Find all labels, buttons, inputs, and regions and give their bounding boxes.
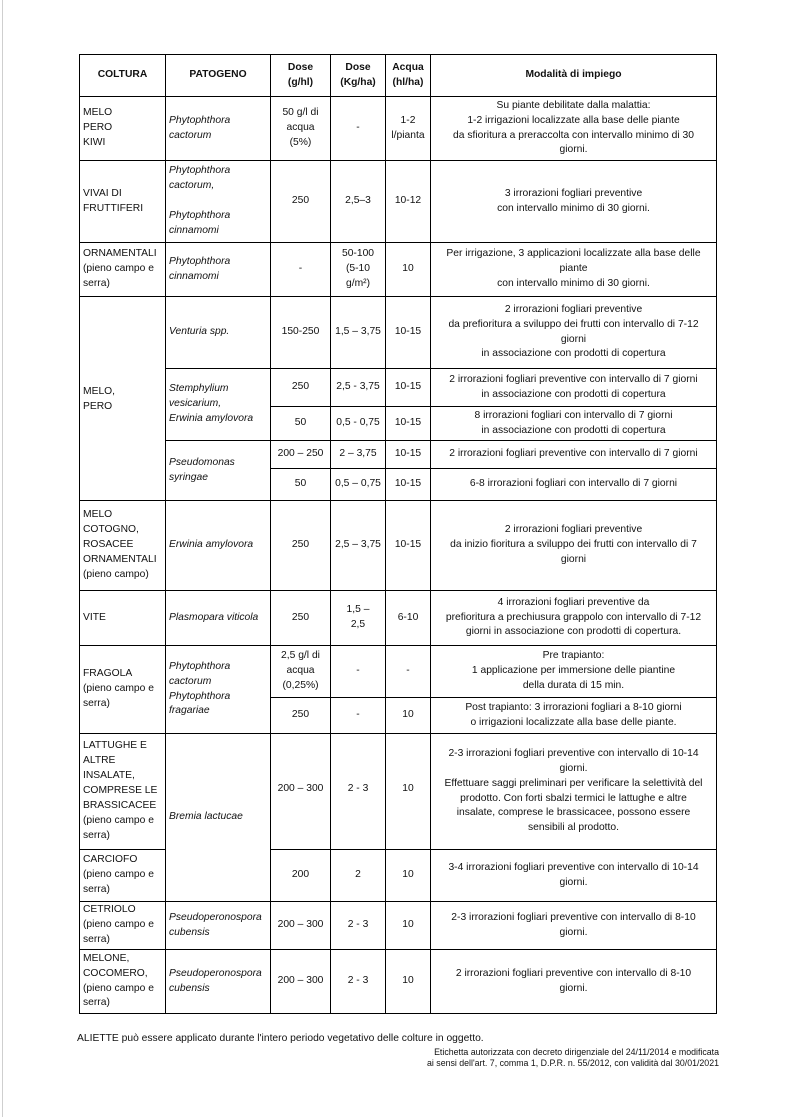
dose-ghl-cell: 50 (271, 469, 331, 501)
modalita-cell: 6-8 irrorazioni fogliari con intervallo di 7 giorni (431, 469, 717, 501)
header-dose-kgha: Dose (Kg/ha) (331, 55, 386, 97)
header-acqua: Acqua (hl/ha) (386, 55, 431, 97)
dose-ghl-cell: 50 (271, 407, 331, 441)
dose-ghl-cell: 250 (271, 591, 331, 646)
modalita-cell: 2 irrorazioni fogliari preventive con intervallo di 7 giorni (431, 441, 717, 469)
dose-kgha-cell: 2,5 – 3,75 (331, 501, 386, 591)
coltura-cell: VITE (80, 591, 166, 646)
patogeno-cell: Phytophthora cactorum, Phytophthora cinnamomi (166, 161, 271, 243)
dose-kgha-cell: 1,5 – 2,5 (331, 591, 386, 646)
dose-ghl-cell: 250 (271, 698, 331, 734)
patogeno-cell: Plasmopara viticola (166, 591, 271, 646)
dose-ghl-cell: 250 (271, 369, 331, 407)
acqua-cell: 10-15 (386, 501, 431, 591)
header-dose-ghl: Dose (g/hl) (271, 55, 331, 97)
modalita-cell: 2-3 irrorazioni fogliari preventive con intervallo di 8-10 giorni. (431, 902, 717, 950)
dose-ghl-cell: 200 – 300 (271, 734, 331, 850)
page-edge-line (2, 0, 3, 1117)
acqua-cell: 10-15 (386, 441, 431, 469)
dose-ghl-cell: 2,5 g/l di acqua (0,25%) (271, 646, 331, 698)
coltura-cell: ORNAMENTALI (pieno campo e serra) (80, 243, 166, 297)
table-row (80, 646, 717, 698)
dose-ghl-cell: 50 g/l di acqua (5%) (271, 97, 331, 161)
acqua-cell: 10 (386, 698, 431, 734)
dose-ghl-cell: 250 (271, 161, 331, 243)
table-row (80, 297, 717, 369)
acqua-cell: 1-2 l/pianta (386, 97, 431, 161)
acqua-cell: 10-15 (386, 469, 431, 501)
dosage-table (79, 54, 717, 1014)
modalita-cell: 3 irrorazioni fogliari preventive con intervallo minimo di 30 giorni. (431, 161, 717, 243)
header-modalita: Modalità di impiego (431, 55, 717, 97)
modalita-cell: 4 irrorazioni fogliari preventive da prefioritura a prechiusura grappolo con intervallo di 7-12 giorni in associazione con prodotti di copertura. (431, 591, 717, 646)
table-row (80, 243, 717, 297)
dose-kgha-cell: - (331, 698, 386, 734)
acqua-cell: 10 (386, 850, 431, 902)
coltura-cell: MELONE, COCOMERO, (pieno campo e serra) (80, 950, 166, 1014)
modalita-cell: 2 irrorazioni fogliari preventive da prefioritura a sviluppo dei frutti con intervallo di 7-12 giorni in associazione con prodotti di copertura (431, 297, 717, 369)
patogeno-cell: Stemphylium vesicarium, Erwinia amylovora (166, 369, 271, 441)
dose-ghl-cell: - (271, 243, 331, 297)
coltura-cell: CETRIOLO (pieno campo e serra) (80, 902, 166, 950)
dose-kgha-cell: 2 – 3,75 (331, 441, 386, 469)
coltura-cell: MELO PERO KIWI (80, 97, 166, 161)
table-row (80, 161, 717, 243)
patogeno-cell: Phytophthora cactorum Phytophthora fragariae (166, 646, 271, 734)
dose-ghl-cell: 250 (271, 501, 331, 591)
acqua-cell: 6-10 (386, 591, 431, 646)
patogeno-cell: Bremia lactucae (166, 734, 271, 902)
acqua-cell: 10 (386, 902, 431, 950)
dose-kgha-cell: 0,5 - 0,75 (331, 407, 386, 441)
coltura-cell: CARCIOFO (pieno campo e serra) (80, 850, 166, 902)
modalita-cell: 2 irrorazioni fogliari preventive da inizio fioritura a sviluppo dei frutti con intervallo di 7 giorni (431, 501, 717, 591)
table-row (80, 369, 717, 407)
acqua-cell: 10 (386, 950, 431, 1014)
dose-ghl-cell: 200 – 300 (271, 950, 331, 1014)
table-row (80, 97, 717, 161)
dose-kgha-cell: - (331, 97, 386, 161)
dose-kgha-cell: 2 - 3 (331, 950, 386, 1014)
patogeno-cell: Erwinia amylovora (166, 501, 271, 591)
modalita-cell: Post trapianto: 3 irrorazioni fogliari a 8-10 giorni o irrigazioni localizzate alla base delle piante. (431, 698, 717, 734)
dose-kgha-cell: 0,5 – 0,75 (331, 469, 386, 501)
dose-ghl-cell: 200 – 250 (271, 441, 331, 469)
coltura-cell: VIVAI DI FRUTTIFERI (80, 161, 166, 243)
modalita-cell: 8 irrorazioni fogliari con intervallo di 7 giorni in associazione con prodotti di copertura (431, 407, 717, 441)
modalita-cell: 2 irrorazioni fogliari preventive con intervallo di 7 giorni in associazione con prodotti di copertura (431, 369, 717, 407)
acqua-cell: 10-12 (386, 161, 431, 243)
patogeno-cell: Phytophthora cinnamomi (166, 243, 271, 297)
table-row (80, 902, 717, 950)
modalita-cell: Su piante debilitate dalla malattia: 1-2 irrigazioni localizzate alla base delle piante da sfioritura a preraccolta con intervallo minimo di 30 giorni. (431, 97, 717, 161)
acqua-cell: - (386, 646, 431, 698)
coltura-cell: MELO, PERO (80, 297, 166, 501)
header-patogeno: PATOGENO (166, 55, 271, 97)
modalita-cell: 3-4 irrorazioni fogliari preventive con intervallo di 10-14 giorni. (431, 850, 717, 902)
patogeno-cell: Pseudoperonospora cubensis (166, 902, 271, 950)
dose-kgha-cell: 50-100 (5-10 g/m²) (331, 243, 386, 297)
dose-kgha-cell: - (331, 646, 386, 698)
table-row (80, 591, 717, 646)
table-row (80, 441, 717, 469)
acqua-cell: 10-15 (386, 369, 431, 407)
dose-kgha-cell: 2 (331, 850, 386, 902)
modalita-cell: Per irrigazione, 3 applicazioni localizzate alla base delle piante con intervallo minimo di 30 giorni. (431, 243, 717, 297)
modalita-cell: 2-3 irrorazioni fogliari preventive con intervallo di 10-14 giorni. Effettuare saggi preliminari per verificare la selettività del prodotto. Con forti sbalzi termici le lattughe e altre insalate, comprese le brassicacee, possono essere sensibili al prodotto. (431, 734, 717, 850)
acqua-cell: 10 (386, 734, 431, 850)
dose-ghl-cell: 150-250 (271, 297, 331, 369)
dose-ghl-cell: 200 – 300 (271, 902, 331, 950)
table-row (80, 950, 717, 1014)
approval-line: Etichetta autorizzata con decreto dirigenziale del 24/11/2014 e modificata (434, 1047, 719, 1057)
dose-kgha-cell: 2 - 3 (331, 902, 386, 950)
acqua-cell: 10 (386, 243, 431, 297)
header-coltura: COLTURA (80, 55, 166, 97)
modalita-cell: 2 irrorazioni fogliari preventive con intervallo di 8-10 giorni. (431, 950, 717, 1014)
approval-line: ai sensi dell'art. 7, comma 1, D.P.R. n. 55/2012, con validità dal 30/01/2021 (427, 1058, 719, 1069)
acqua-cell: 10-15 (386, 297, 431, 369)
approval-note (427, 1047, 719, 1070)
coltura-cell: FRAGOLA (pieno campo e serra) (80, 646, 166, 734)
coltura-cell: LATTUGHE E ALTRE INSALATE, COMPRESE LE BRASSICACEE (pieno campo e serra) (80, 734, 166, 850)
coltura-cell: MELO COTOGNO, ROSACEE ORNAMENTALI (pieno campo) (80, 501, 166, 591)
dose-kgha-cell: 1,5 – 3,75 (331, 297, 386, 369)
acqua-cell: 10-15 (386, 407, 431, 441)
dose-kgha-cell: 2,5 - 3,75 (331, 369, 386, 407)
table-row (80, 501, 717, 591)
patogeno-cell: Phytophthora cactorum (166, 97, 271, 161)
dose-kgha-cell: 2 - 3 (331, 734, 386, 850)
header-row (80, 55, 717, 97)
footnote: ALIETTE può essere applicato durante l'intero periodo vegetativo delle colture in oggetto. (77, 1033, 484, 1044)
dose-kgha-cell: 2,5–3 (331, 161, 386, 243)
table-row (80, 734, 717, 850)
patogeno-cell: Pseudomonas syringae (166, 441, 271, 501)
dose-ghl-cell: 200 (271, 850, 331, 902)
patogeno-cell: Pseudoperonospora cubensis (166, 950, 271, 1014)
patogeno-cell: Venturia spp. (166, 297, 271, 369)
modalita-cell: Pre trapianto: 1 applicazione per immersione delle piantine della durata di 15 min. (431, 646, 717, 698)
